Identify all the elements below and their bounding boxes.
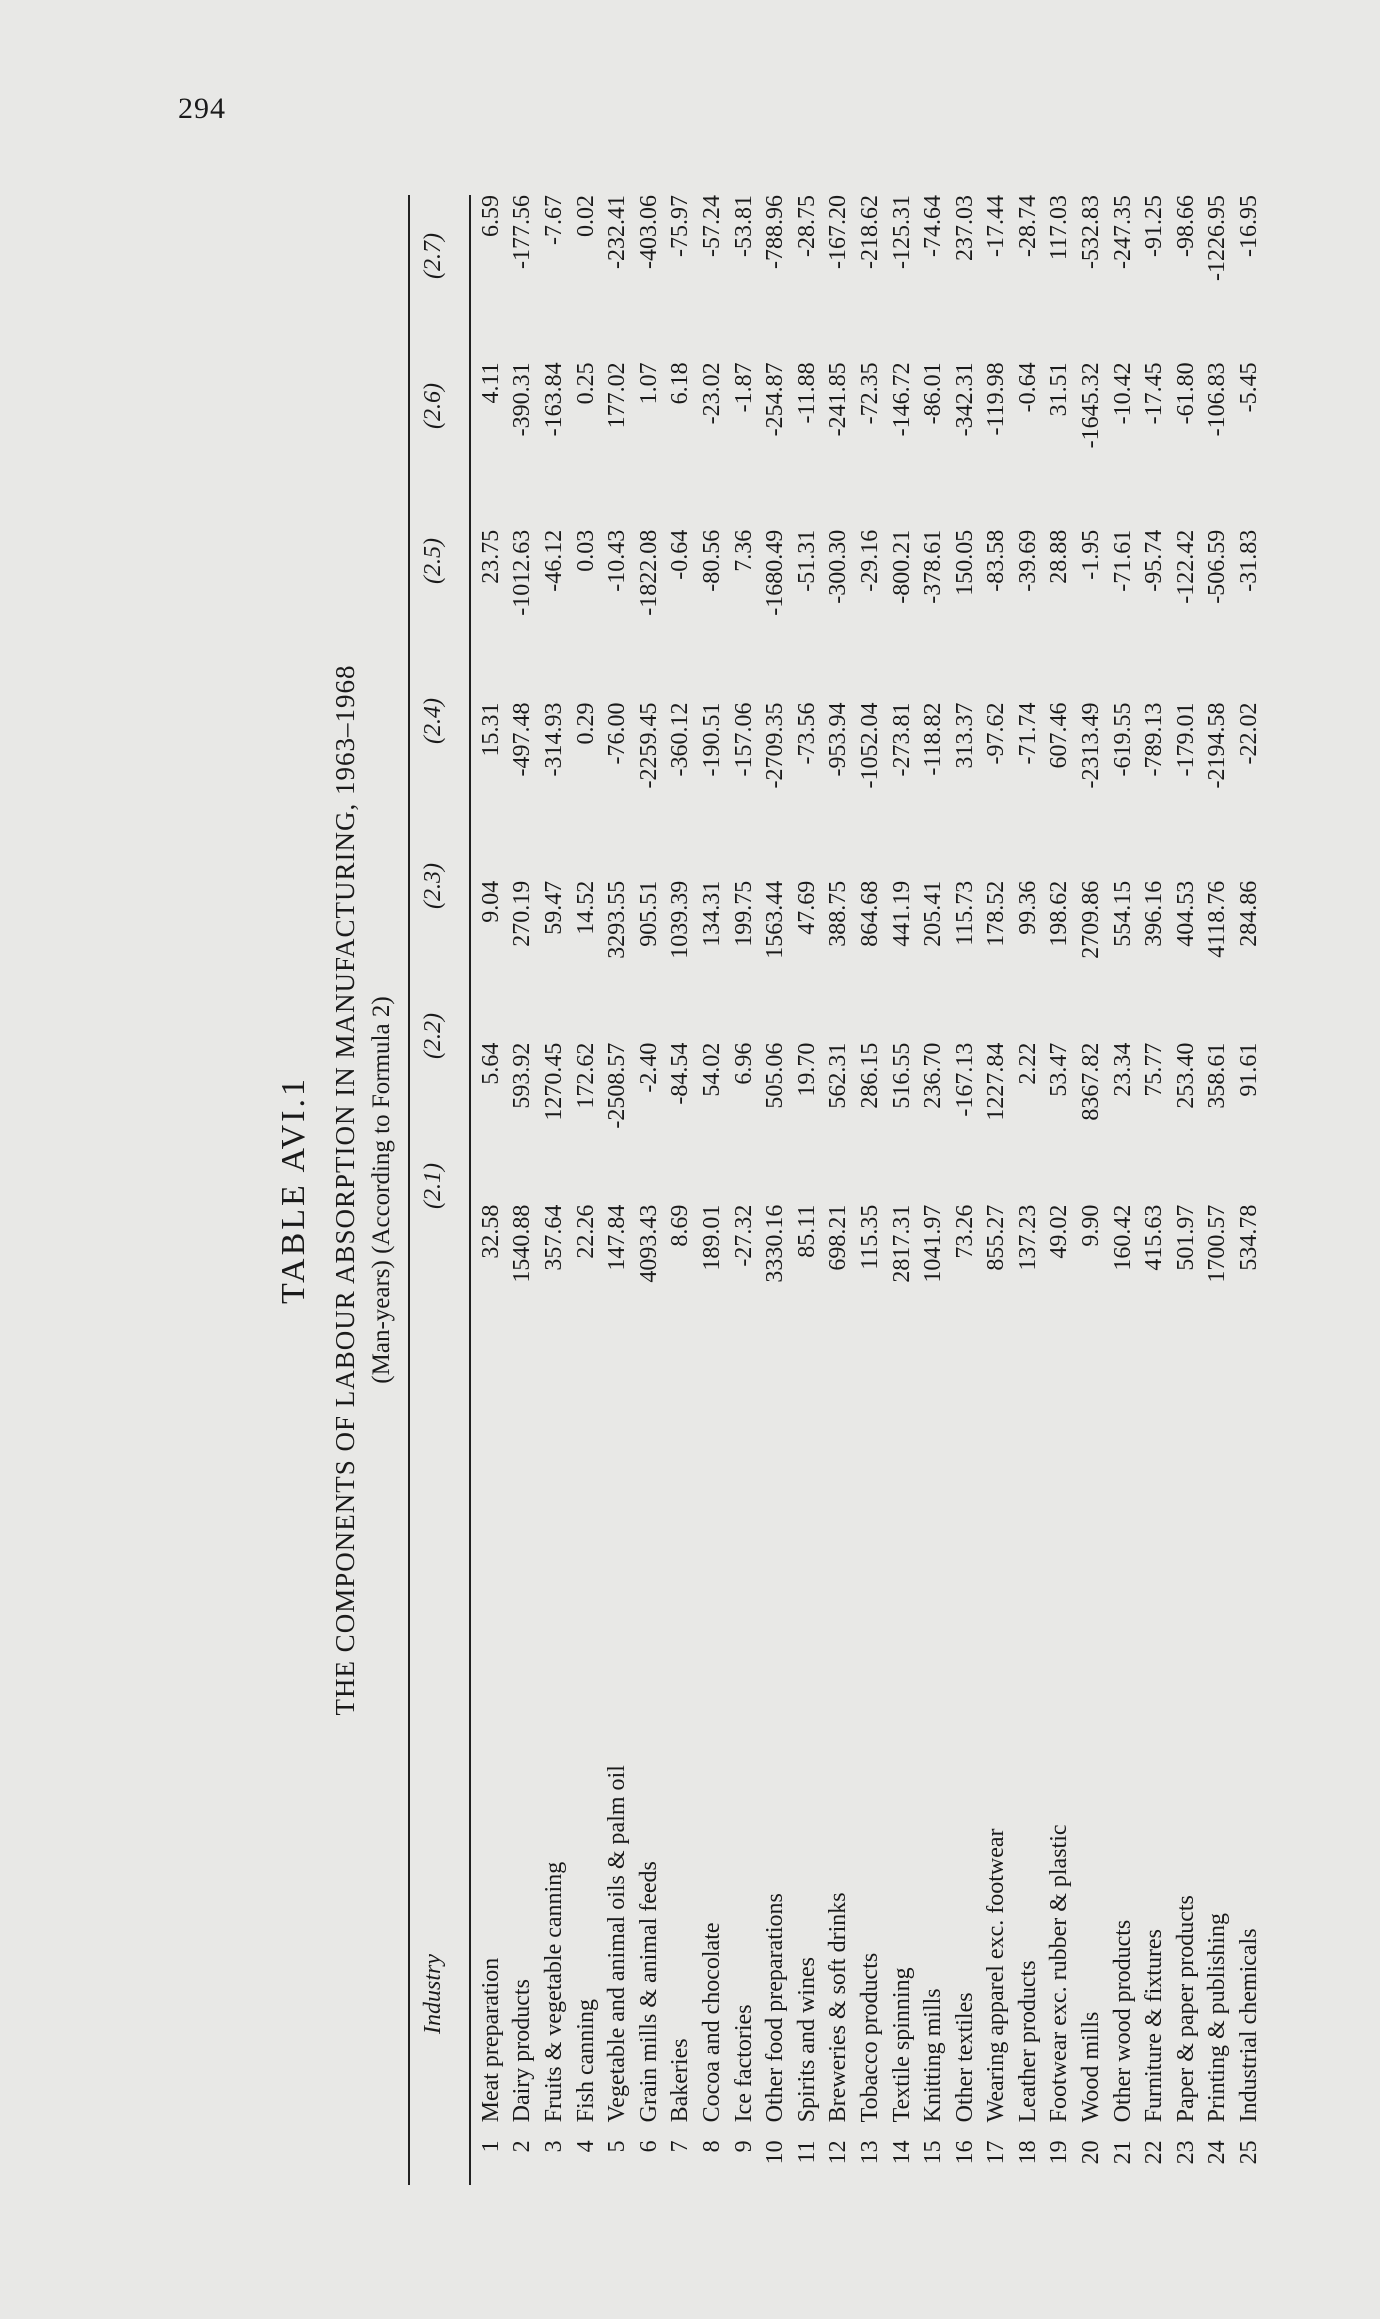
row-index: 15	[920, 2140, 947, 2165]
industry-name: Textile spinning	[888, 1967, 915, 2123]
value-2-4: -73.56	[793, 702, 820, 765]
table-body	[475, 195, 1265, 2185]
value-2-6: -10.42	[1109, 362, 1136, 425]
table-row	[1138, 195, 1170, 2185]
value-2-3: 284.86	[1236, 880, 1263, 947]
value-2-3: 99.36	[1014, 880, 1041, 935]
table-row	[917, 195, 949, 2185]
value-2-3: 554.15	[1109, 880, 1136, 947]
value-2-1: 160.42	[1109, 1204, 1136, 1271]
value-2-5: 28.88	[1046, 529, 1073, 584]
row-index: 24	[1204, 2140, 1231, 2165]
value-2-6: -119.98	[983, 362, 1010, 436]
table-row	[759, 195, 791, 2185]
value-2-5: 150.05	[951, 529, 978, 596]
value-2-7: -17.44	[983, 195, 1010, 257]
value-2-4: -157.06	[730, 702, 757, 777]
table-subtitle-units: (Man-years) (According to Formula 2)	[368, 996, 395, 1384]
row-index: 1	[477, 2140, 504, 2153]
value-2-4: -2709.35	[762, 702, 789, 789]
table-row	[601, 195, 633, 2185]
value-2-3: 404.53	[1172, 880, 1199, 947]
value-2-1: 22.26	[572, 1204, 599, 1259]
value-2-7: -177.56	[509, 195, 536, 269]
table-row	[570, 195, 602, 2185]
industry-name: Grain mills & animal feeds	[635, 1861, 662, 2123]
table-row	[633, 195, 665, 2185]
table-subtitle: THE COMPONENTS OF LABOUR ABSORPTION IN MANUFACTURING, 1963–1968	[330, 664, 360, 1716]
value-2-5: -80.56	[698, 529, 725, 592]
table-row	[1012, 195, 1044, 2185]
value-2-1: 855.27	[983, 1204, 1010, 1271]
value-2-4: -273.81	[888, 702, 915, 777]
value-2-6: -61.80	[1172, 362, 1199, 425]
top-rule	[408, 195, 410, 2185]
row-index: 11	[793, 2140, 820, 2164]
value-2-3: 1563.44	[762, 880, 789, 959]
value-2-2: 19.70	[793, 1042, 820, 1097]
value-2-3: 864.68	[856, 880, 883, 947]
value-2-7: 0.02	[572, 195, 599, 237]
value-2-3: 115.73	[951, 880, 978, 946]
value-2-6: -1.87	[730, 362, 757, 413]
value-2-1: 2817.31	[888, 1204, 915, 1283]
industry-name: Paper & paper products	[1172, 1895, 1199, 2123]
value-2-5: -31.83	[1236, 529, 1263, 592]
table-row	[981, 195, 1013, 2185]
value-2-4: -2313.49	[1078, 702, 1105, 789]
value-2-6: -0.64	[1014, 362, 1041, 413]
value-2-7: -1226.95	[1204, 195, 1231, 281]
table-row	[1075, 195, 1107, 2185]
value-2-6: -86.01	[920, 362, 947, 425]
value-2-2: -2.40	[635, 1042, 662, 1093]
row-index: 21	[1109, 2140, 1136, 2165]
value-2-4: 0.29	[572, 702, 599, 745]
industry-name: Bakeries	[667, 2038, 694, 2123]
value-2-3: 134.31	[698, 880, 725, 947]
value-2-6: 177.02	[604, 362, 631, 429]
value-2-6: -106.83	[1204, 362, 1231, 437]
row-index: 22	[1141, 2140, 1168, 2165]
table-row	[1170, 195, 1202, 2185]
value-2-4: -22.02	[1236, 702, 1263, 765]
value-2-5: -1680.49	[762, 529, 789, 616]
row-index: 8	[698, 2140, 725, 2153]
row-index: 12	[825, 2140, 852, 2165]
value-2-5: -1.95	[1078, 529, 1105, 580]
value-2-7: 6.59	[477, 195, 504, 237]
value-2-2: 6.96	[730, 1042, 757, 1085]
value-2-2: 562.31	[825, 1042, 852, 1109]
industry-name: Other food preparations	[762, 1893, 789, 2123]
table-title: TABLE AVI.1	[275, 1076, 312, 1304]
header-col-2-3: (2.3)	[420, 863, 446, 909]
value-2-3: 198.62	[1046, 880, 1073, 947]
value-2-7: -532.83	[1078, 195, 1105, 269]
value-2-6: -146.72	[888, 362, 915, 437]
header-col-2-4: (2.4)	[420, 698, 446, 744]
row-index: 14	[888, 2140, 915, 2165]
table-row	[507, 195, 539, 2185]
industry-name: Dairy products	[509, 1979, 536, 2123]
value-2-7: -403.06	[635, 195, 662, 269]
value-2-1: 3330.16	[762, 1204, 789, 1283]
value-2-1: 189.01	[698, 1204, 725, 1271]
value-2-1: 137.23	[1014, 1204, 1041, 1271]
value-2-2: 54.02	[698, 1042, 725, 1097]
row-index: 16	[951, 2140, 978, 2165]
value-2-2: 53.47	[1046, 1042, 1073, 1097]
industry-name: Tobacco products	[856, 1952, 883, 2123]
header-rule	[469, 195, 471, 2185]
industry-name: Ice factories	[730, 2004, 757, 2123]
value-2-1: 698.21	[825, 1204, 852, 1271]
value-2-6: -241.85	[825, 362, 852, 437]
value-2-7: -53.81	[730, 195, 757, 257]
row-index: 10	[762, 2140, 789, 2165]
value-2-5: -83.58	[983, 529, 1010, 592]
table-row	[854, 195, 886, 2185]
value-2-6: -342.31	[951, 362, 978, 437]
value-2-4: -97.62	[983, 702, 1010, 765]
industry-name: Meat preparation	[477, 1957, 504, 2123]
value-2-7: -98.66	[1172, 195, 1199, 257]
industry-name: Leather products	[1014, 1960, 1041, 2123]
rotated-table-block	[250, 195, 1263, 2185]
value-2-5: -10.43	[604, 529, 631, 592]
value-2-3: 388.75	[825, 880, 852, 947]
row-index: 5	[604, 2140, 631, 2153]
value-2-4: -76.00	[604, 702, 631, 765]
value-2-7: -57.24	[698, 195, 725, 257]
value-2-7: -125.31	[888, 195, 915, 269]
value-2-2: 1270.45	[540, 1042, 567, 1121]
value-2-1: 357.64	[540, 1204, 567, 1271]
value-2-6: -390.31	[509, 362, 536, 437]
value-2-7: -16.95	[1236, 195, 1263, 257]
value-2-4: -789.13	[1141, 702, 1168, 777]
value-2-2: 172.62	[572, 1042, 599, 1109]
value-2-2: 75.77	[1141, 1042, 1168, 1097]
value-2-2: 2.22	[1014, 1042, 1041, 1085]
value-2-2: 236.70	[920, 1042, 947, 1109]
value-2-7: 117.03	[1046, 195, 1073, 261]
value-2-5: -95.74	[1141, 529, 1168, 592]
industry-name: Fruits & vegetable canning	[540, 1861, 567, 2123]
page-number: 294	[178, 92, 226, 125]
industry-name: Cocoa and chocolate	[698, 1922, 725, 2123]
value-2-5: 7.36	[730, 529, 757, 572]
value-2-4: -619.55	[1109, 702, 1136, 777]
value-2-1: 4093.43	[635, 1204, 662, 1283]
value-2-5: -506.59	[1204, 529, 1231, 604]
value-2-1: 415.63	[1141, 1204, 1168, 1271]
value-2-3: 4118.76	[1204, 880, 1231, 958]
industry-name: Vegetable and animal oils & palm oil	[604, 1765, 631, 2123]
header-col-2-5: (2.5)	[420, 538, 446, 584]
row-index: 20	[1078, 2140, 1105, 2165]
value-2-4: -497.48	[509, 702, 536, 777]
value-2-1: 534.78	[1236, 1204, 1263, 1271]
value-2-4: -1052.04	[856, 702, 883, 789]
value-2-1: -27.32	[730, 1204, 757, 1267]
value-2-3: 441.19	[888, 880, 915, 947]
header-col-2-1: (2.1)	[420, 1163, 446, 1209]
header-industry: Industry	[420, 1954, 446, 2034]
value-2-5: -51.31	[793, 529, 820, 592]
industry-name: Other textiles	[951, 1992, 978, 2123]
row-index: 17	[983, 2140, 1010, 2165]
value-2-7: -218.62	[856, 195, 883, 269]
industry-name: Knitting mills	[920, 1988, 947, 2123]
value-2-1: 115.35	[856, 1204, 883, 1270]
row-index: 9	[730, 2140, 757, 2153]
value-2-1: 1540.88	[509, 1204, 536, 1283]
value-2-4: -71.74	[1014, 702, 1041, 765]
value-2-2: -167.13	[951, 1042, 978, 1117]
value-2-4: -118.82	[920, 702, 947, 776]
value-2-3: 3293.55	[604, 880, 631, 959]
row-index: 2	[509, 2140, 536, 2153]
value-2-2: 358.61	[1204, 1042, 1231, 1109]
value-2-5: -300.30	[825, 529, 852, 604]
value-2-1: 73.26	[951, 1204, 978, 1259]
table-row	[1202, 195, 1234, 2185]
value-2-5: 0.03	[572, 529, 599, 572]
value-2-1: 9.90	[1078, 1204, 1105, 1247]
value-2-2: 253.40	[1172, 1042, 1199, 1109]
value-2-3: 14.52	[572, 880, 599, 935]
value-2-2: 1227.84	[983, 1042, 1010, 1121]
value-2-7: -91.25	[1141, 195, 1168, 257]
value-2-3: 205.41	[920, 880, 947, 947]
header-col-2-7: (2.7)	[420, 233, 446, 279]
value-2-6: -11.88	[793, 362, 820, 424]
industry-name: Spirits and wines	[793, 1957, 820, 2123]
row-index: 13	[856, 2140, 883, 2165]
value-2-4: 607.46	[1046, 702, 1073, 769]
value-2-5: -378.61	[920, 529, 947, 604]
value-2-6: 31.51	[1046, 362, 1073, 417]
industry-name: Printing & publishing	[1204, 1913, 1231, 2123]
value-2-1: 32.58	[477, 1204, 504, 1259]
value-2-7: -28.75	[793, 195, 820, 257]
value-2-1: 147.84	[604, 1204, 631, 1271]
value-2-3: 199.75	[730, 880, 757, 947]
value-2-1: 85.11	[793, 1204, 820, 1258]
value-2-6: -72.35	[856, 362, 883, 425]
value-2-2: -84.54	[667, 1042, 694, 1105]
value-2-4: -360.12	[667, 702, 694, 777]
table-row	[1044, 195, 1076, 2185]
value-2-1: 501.97	[1172, 1204, 1199, 1271]
value-2-2: 593.92	[509, 1042, 536, 1109]
value-2-2: 516.55	[888, 1042, 915, 1109]
value-2-7: -75.97	[667, 195, 694, 257]
value-2-4: -190.51	[698, 702, 725, 777]
value-2-5: -1012.63	[509, 529, 536, 616]
table-row	[696, 195, 728, 2185]
value-2-2: -2508.57	[604, 1042, 631, 1129]
value-2-3: 905.51	[635, 880, 662, 947]
value-2-6: -17.45	[1141, 362, 1168, 425]
value-2-3: 396.16	[1141, 880, 1168, 947]
value-2-5: -0.64	[667, 529, 694, 580]
value-2-6: 6.18	[667, 362, 694, 405]
value-2-2: 23.34	[1109, 1042, 1136, 1097]
industry-name: Furniture & fixtures	[1141, 1929, 1168, 2123]
value-2-3: 47.69	[793, 880, 820, 935]
value-2-3: 2709.86	[1078, 880, 1105, 959]
value-2-5: -29.16	[856, 529, 883, 592]
header-col-2-6: (2.6)	[420, 383, 446, 429]
value-2-4: -953.94	[825, 702, 852, 777]
value-2-6: 4.11	[477, 362, 504, 404]
table-row	[949, 195, 981, 2185]
row-index: 3	[540, 2140, 567, 2153]
value-2-1: 8.69	[667, 1204, 694, 1247]
value-2-2: 8367.82	[1078, 1042, 1105, 1121]
value-2-3: 178.52	[983, 880, 1010, 947]
value-2-1: 1700.57	[1204, 1204, 1231, 1283]
industry-name: Fish canning	[572, 1999, 599, 2123]
table-row	[791, 195, 823, 2185]
value-2-6: -1645.32	[1078, 362, 1105, 449]
header-col-2-2: (2.2)	[420, 1013, 446, 1059]
value-2-3: 270.19	[509, 880, 536, 947]
row-index: 6	[635, 2140, 662, 2153]
value-2-6: 0.25	[572, 362, 599, 405]
value-2-2: 505.06	[762, 1042, 789, 1109]
industry-name: Other wood products	[1109, 1919, 1136, 2123]
value-2-3: 9.04	[477, 880, 504, 923]
value-2-4: -2194.58	[1204, 702, 1231, 789]
table-row	[1233, 195, 1265, 2185]
table-row	[1107, 195, 1139, 2185]
value-2-5: -1822.08	[635, 529, 662, 616]
row-index: 23	[1172, 2140, 1199, 2165]
value-2-5: -71.61	[1109, 529, 1136, 592]
row-index: 4	[572, 2140, 599, 2153]
value-2-4: 313.37	[951, 702, 978, 769]
value-2-7: -28.74	[1014, 195, 1041, 257]
value-2-7: -7.67	[540, 195, 567, 245]
industry-name: Footwear exc. rubber & plastic	[1046, 1824, 1073, 2123]
value-2-5: -122.42	[1172, 529, 1199, 604]
industry-name: Wearing apparel exc. footwear	[983, 1828, 1010, 2123]
data-table	[420, 195, 1265, 2185]
value-2-6: -5.45	[1236, 362, 1263, 413]
value-2-6: 1.07	[635, 362, 662, 405]
value-2-4: 15.31	[477, 702, 504, 757]
value-2-3: 1039.39	[667, 880, 694, 959]
value-2-7: -167.20	[825, 195, 852, 269]
table-row	[665, 195, 697, 2185]
value-2-7: -247.35	[1109, 195, 1136, 269]
table-row	[823, 195, 855, 2185]
value-2-4: -2259.45	[635, 702, 662, 789]
value-2-3: 59.47	[540, 880, 567, 935]
value-2-2: 91.61	[1236, 1042, 1263, 1097]
value-2-5: 23.75	[477, 529, 504, 584]
value-2-2: 5.64	[477, 1042, 504, 1085]
value-2-2: 286.15	[856, 1042, 883, 1109]
table-row	[728, 195, 760, 2185]
value-2-4: -314.93	[540, 702, 567, 777]
row-index: 18	[1014, 2140, 1041, 2165]
row-index: 19	[1046, 2140, 1073, 2165]
value-2-7: -232.41	[604, 195, 631, 269]
value-2-5: -46.12	[540, 529, 567, 592]
table-row	[538, 195, 570, 2185]
value-2-1: 49.02	[1046, 1204, 1073, 1259]
table-row	[475, 195, 507, 2185]
value-2-5: -39.69	[1014, 529, 1041, 592]
row-index: 25	[1236, 2140, 1263, 2165]
value-2-7: 237.03	[951, 195, 978, 261]
value-2-7: -74.64	[920, 195, 947, 257]
value-2-4: -179.01	[1172, 702, 1199, 777]
value-2-6: -163.84	[540, 362, 567, 437]
value-2-1: 1041.97	[920, 1204, 947, 1283]
value-2-6: -254.87	[762, 362, 789, 437]
industry-name: Breweries & soft drinks	[825, 1892, 852, 2123]
value-2-7: -788.96	[762, 195, 789, 269]
table-row	[886, 195, 918, 2185]
row-index: 7	[667, 2140, 694, 2153]
value-2-5: -800.21	[888, 529, 915, 604]
value-2-6: -23.02	[698, 362, 725, 425]
industry-name: Wood mills	[1078, 2011, 1105, 2123]
industry-name: Industrial chemicals	[1236, 1928, 1263, 2123]
